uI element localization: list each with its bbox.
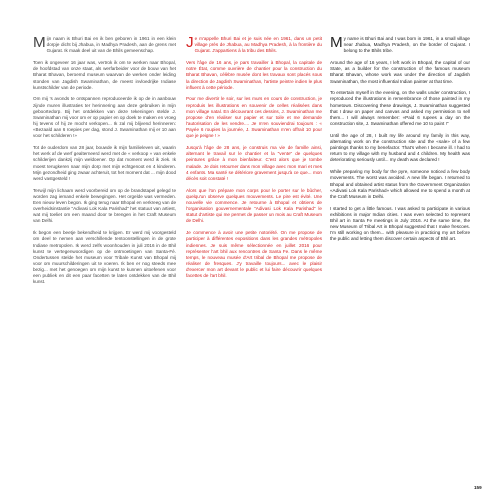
dutch-column [33, 33, 176, 291]
page-number: 159 [474, 485, 482, 490]
english-dropcap: M [330, 33, 343, 51]
french-column [186, 33, 322, 285]
french-paragraph-1 [186, 33, 322, 54]
english-paragraph-6: I started to get a little famous. I was asked to participate in various exhibitions in major Indian cities. I was even selected to represent Bhil art in Santa Fe meetings in July 2016. At the same time, the new Museum of Tribal Art in Bhopal suggested that I make frescoes. I'm still working on them... with pleasure in practicing my art before the public and letting them discover certain aspects of Bhil art. [330, 205, 470, 242]
english-column [330, 33, 470, 248]
french-paragraph-3: Pour me divertir le soir, sur les murs en cours de construction, je reproduis les illustrations en souvenir de celles réalisées dans mon village natal. En découvrant ces dessins, J. Swaminathan me propose d'en réaliser sur papier et sur toile et me demande l'autorisation de les vendre.... Je m'en souviendrai toujours : « Payée 6 roupies la journée, J. Swaminathan m'en offrait 10 pour que je peigne ! » [186, 96, 322, 139]
english-paragraph-5: While preparing my body for the pyre, someone noticed a few body movements. The worst was avoided. A new life began. I returned to Bhopal and obtained artist status from the Government Organization «Adivasi Lok Kala Parishad» which allowed me to spend a month at the Craft Museum in Delhi. [330, 169, 470, 199]
french-dropcap: J [186, 33, 194, 51]
french-paragraph-4: Jusqu'à l'âge de 28 ans, je construis ma vie de famille ainsi, alternant le travail sur le chantier et la "vente" de quelques peintures grâce à mon bienfaiteur. C'est alors que je tombe malade. Je dois retourner dans mon village avec mon mari et mes 4 enfants. Ma santé se détériore gravement jusqu'à ce que... mon décès soit constaté ! [186, 145, 322, 181]
dutch-paragraph-5: Terwijl mijn lichaam werd voorbereid om op de brandstapel gelegd te worden zag iemand enkele bewegingen. Het orgelde was vermeden. Een nieuw leven begon. Ik ging terug naar Bhopal en verkreeg van de overheidsinstantie "Adivasi Lok Kala Parishad" het statuut van artiest, wat mij toeliet om een maand door te brengen in het Craft Museum van Delhi. [33, 187, 176, 224]
french-paragraph-2: Vers l'âge de 16 ans, je pars travailler à Bhopal, la capitale de notre État, comme ouvrière de chantier pour la construction du Bharat Bhavan, célèbre musée dont les travaux sont placés sous la direction de Jagdish Swaminathan, l'artiste peintre indien le plus influent à cette période. [186, 60, 322, 90]
french-paragraph-6: Je commence à avoir une petite notoriété. On me propose de participer à différentes expositions dans les grandes métropoles indiennes. Je suis même sélectionnée en juillet 2016 pour représenter l'art bhil aux rencontres de Santa Fe. Dans le même temps, le nouveau musée d'Art tribal de Bhopal me propose de réaliser de fresques. J'y travaille toujours... avec le plaisir d'exercer mon art devant le public et lui faire découvrir quelques facettes de l'art bhil. [186, 230, 322, 279]
english-paragraph-2: Around the age of 16 years, I left work in Bhopal, the capital of our State, as a builder for the construction of the famous museum Bharat Bhavan, whose work was under the direction of Jagdish Swaminathan, the most influential Indian painter at that time. [330, 60, 470, 84]
dutch-dropcap: M [33, 33, 46, 51]
french-paragraph-5: Alors que l'on prépare mon corps pour le porter sur le bûcher, quelqu'un observe quelques mouvements. Le pire est évité. Une nouvelle vie commence. Je retourne à Bhopal et obtiens de l'organisation gouvernementale "Adivasi Lok Kala Parishad" le statut d'artiste qui me permet de passer un mois au Craft Museum de Delhi. [186, 187, 322, 224]
dutch-paragraph-3: Om mij 's avonds te ontspannen reproduceerde ik op de in aanbouw zijnde muren illustraties ter herinnering aan deze gebruiken in mijn geboortedorp. Bij het ontdekken van deze tekeningen stelde J. Swaminathan mij voor om er op papier en op doek te maken en vroeg hij tevens of hij ze mocht verkopen... Ik zal mij blijvend herinneren: «Bezaald aan 6 roepies per dag, stond J. Swaminathan mij er 10 aan voor het schilderen !» [33, 96, 176, 139]
english-paragraph-1 [330, 33, 470, 54]
dutch-paragraph-1 [33, 33, 176, 54]
english-paragraph-4: Until the age of 28, I built my life around my family in this way, alternating work on the construction site and the «sale» of a few paintings thanks to my benefactor. That's when I became ill. I had to return to my village with my husband and 4 children. My health was deteriorating seriously until... my death was declared ! [330, 132, 470, 163]
dutch-paragraph-4: Tot de ouderdom van 28 jaar, bouwde ik mijn familieleven uit, waarin het werk af de werf gealterneerd werd met de « verkoop » van enkele schilderijen dankzij mijn weldoener. Op dat moment werd ik ziek. Ik moest terugkeren naar mijn dorp met mijn echtgenoot en 4 kinderen. Mijn gezondheid ging zwaar achteruit, tot het moment dat ... mijn dood werd vastgesteld ! [33, 145, 176, 181]
dutch-paragraph-1-text: ijn naam is Bhuri Bai en ik ben geboren in 1961 in een klein dorpje dicht bij Jhabua, in Madhya Pradesh, aan de grens met Gujarat. Ik maak deel uit van de Bhils gemeenschap. [46, 36, 176, 54]
dutch-paragraph-6: Ik begon een beetje bekendheid te krijgen. Er werd mij voorgesteld om deel te nemen aan verschillende tentoonstellingen in de grote Indiase metropolen. Ik werd zelfs woonhouden in juli 2016 in de Bhil kunst te vertegenwoordigen op de ontmoetingen van Santa-Fé. Ondertussen stelde het museum voor Tribale Kunst van Bhopal mij voor om muurschilderingen uit te voeren. Ik ben er nog steeds mee bezig... met het genoegen om mijn kunst te kunnen uitoefenen voor een publiek en dit een paar facetten te laten ontdekken van de Bhil kunst. [33, 230, 176, 285]
french-paragraph-1-text: e m'appelle Bhuri Bai et je suis née en 1961, dans un petit village près de Jhabua, au Madhya Pradesh, à la frontière du Gujarat. J'appartiens à la tribu des Bhils. [194, 36, 322, 54]
dutch-paragraph-2: Toen ik ongeveer 16 jaar was, vertrok ik om te werken naar Bhopal, de hoofdstad van onze staat, als werfarbeider voor de bouw van het Bharat Bhavan, beroemd museum waarvan de werken onder leiding stonden van Jagdish Swaminathan, de meest invloedrijke Indiase kunstschilder van de periode. [33, 60, 176, 90]
english-paragraph-3: To entertain myself in the evening, on the walls under construction, I reproduced the illustrations in remembrance of those painted in my hometown. Discovering these drawings, J. Swaminathan suggested that I draw on paper and canvas and asked my permission to sell them... I will always remember: «Paid 6 rupees a day on the construction site, J. Swaminathan offered me 10 to paint !" [330, 90, 470, 127]
english-paragraph-1-text: y name is Bhuri Bai and I was born in 1961, in a small village near Jhabua, Madhya Pradesh, on the border of Gujarat. I belong to the Bhils tribe. [343, 36, 470, 54]
